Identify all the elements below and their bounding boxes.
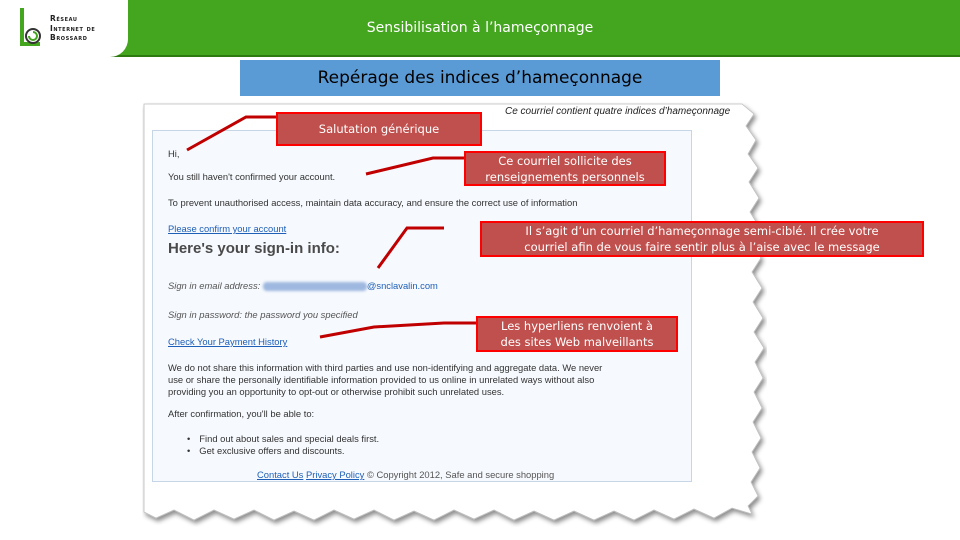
leader-line (187, 117, 280, 150)
after-confirmation-text: After confirmation, you'll be able to: (168, 408, 315, 419)
confirm-account-link[interactable]: Please confirm your account (168, 223, 287, 234)
logo-line: Réseau (50, 14, 78, 23)
privacy-line: providing you an opportunity to opt-out or otherwise prohibit such unrelated uses. (168, 386, 505, 397)
callout-text: des sites Web malveillants (500, 335, 654, 349)
callout-text: renseignements personnels (485, 169, 645, 184)
email-prevent-text: To prevent unauthorised access, maintain data accuracy, and ensure the correct use of information (168, 197, 578, 208)
callout-text: Salutation générique (318, 122, 440, 136)
leader-line (366, 158, 465, 174)
signin-heading: Here's your sign-in info: (168, 240, 340, 257)
payment-history-link[interactable]: Check Your Payment History (168, 336, 288, 347)
logo-line: Internet de (50, 23, 96, 33)
callout-text: courriel afin de vous faire sentir plus à l’aise avec le message (524, 240, 880, 254)
logo-line: Brossard (50, 33, 88, 42)
signin-email-label: Sign in email address: (168, 280, 261, 291)
signin-password-text: Sign in password: the password you specified (168, 309, 358, 320)
callout-text: Il s’agit d’un courriel d’hameçonnage semi-ciblé. Il crée votre (525, 224, 879, 238)
email-greeting: Hi, (168, 148, 180, 159)
benefit-item: • Get exclusive offers and discounts. (187, 445, 345, 456)
privacy-line: We do not share this information with third parties and use non-identifying and aggregate data. We never (168, 362, 603, 373)
callout-personal-info (464, 151, 666, 186)
callout-semi-targeted (480, 221, 924, 257)
email-domain: @snclavalin.com (366, 280, 438, 291)
header-title: Sensibilisation à l’hameçonnage (366, 20, 594, 36)
contact-us-link[interactable]: Contact Us (257, 469, 304, 480)
callout-text: Les hyperliens renvoient à (501, 319, 653, 333)
screenshot-caption: Ce courriel contient quatre indices d’hameçonnage (505, 106, 731, 117)
copyright-text: © Copyright 2012, Safe and secure shopping (366, 469, 555, 480)
callout-generic-greeting (276, 112, 482, 146)
benefit-item: • Find out about sales and special deals first. (187, 433, 379, 444)
email-unconfirmed-text: You still haven't confirmed your account. (168, 171, 336, 182)
privacy-policy-link[interactable]: Privacy Policy (305, 469, 365, 480)
section-title: Repérage des indices d’hameçonnage (240, 60, 720, 96)
privacy-line: use or share the personally identifiable information provided to us online in unrelated ways without also (168, 374, 595, 385)
callout-text: Ce courriel sollicite des (498, 153, 632, 168)
callout-hyperlinks (476, 316, 678, 352)
leader-line (320, 323, 480, 337)
leader-line (378, 228, 444, 268)
